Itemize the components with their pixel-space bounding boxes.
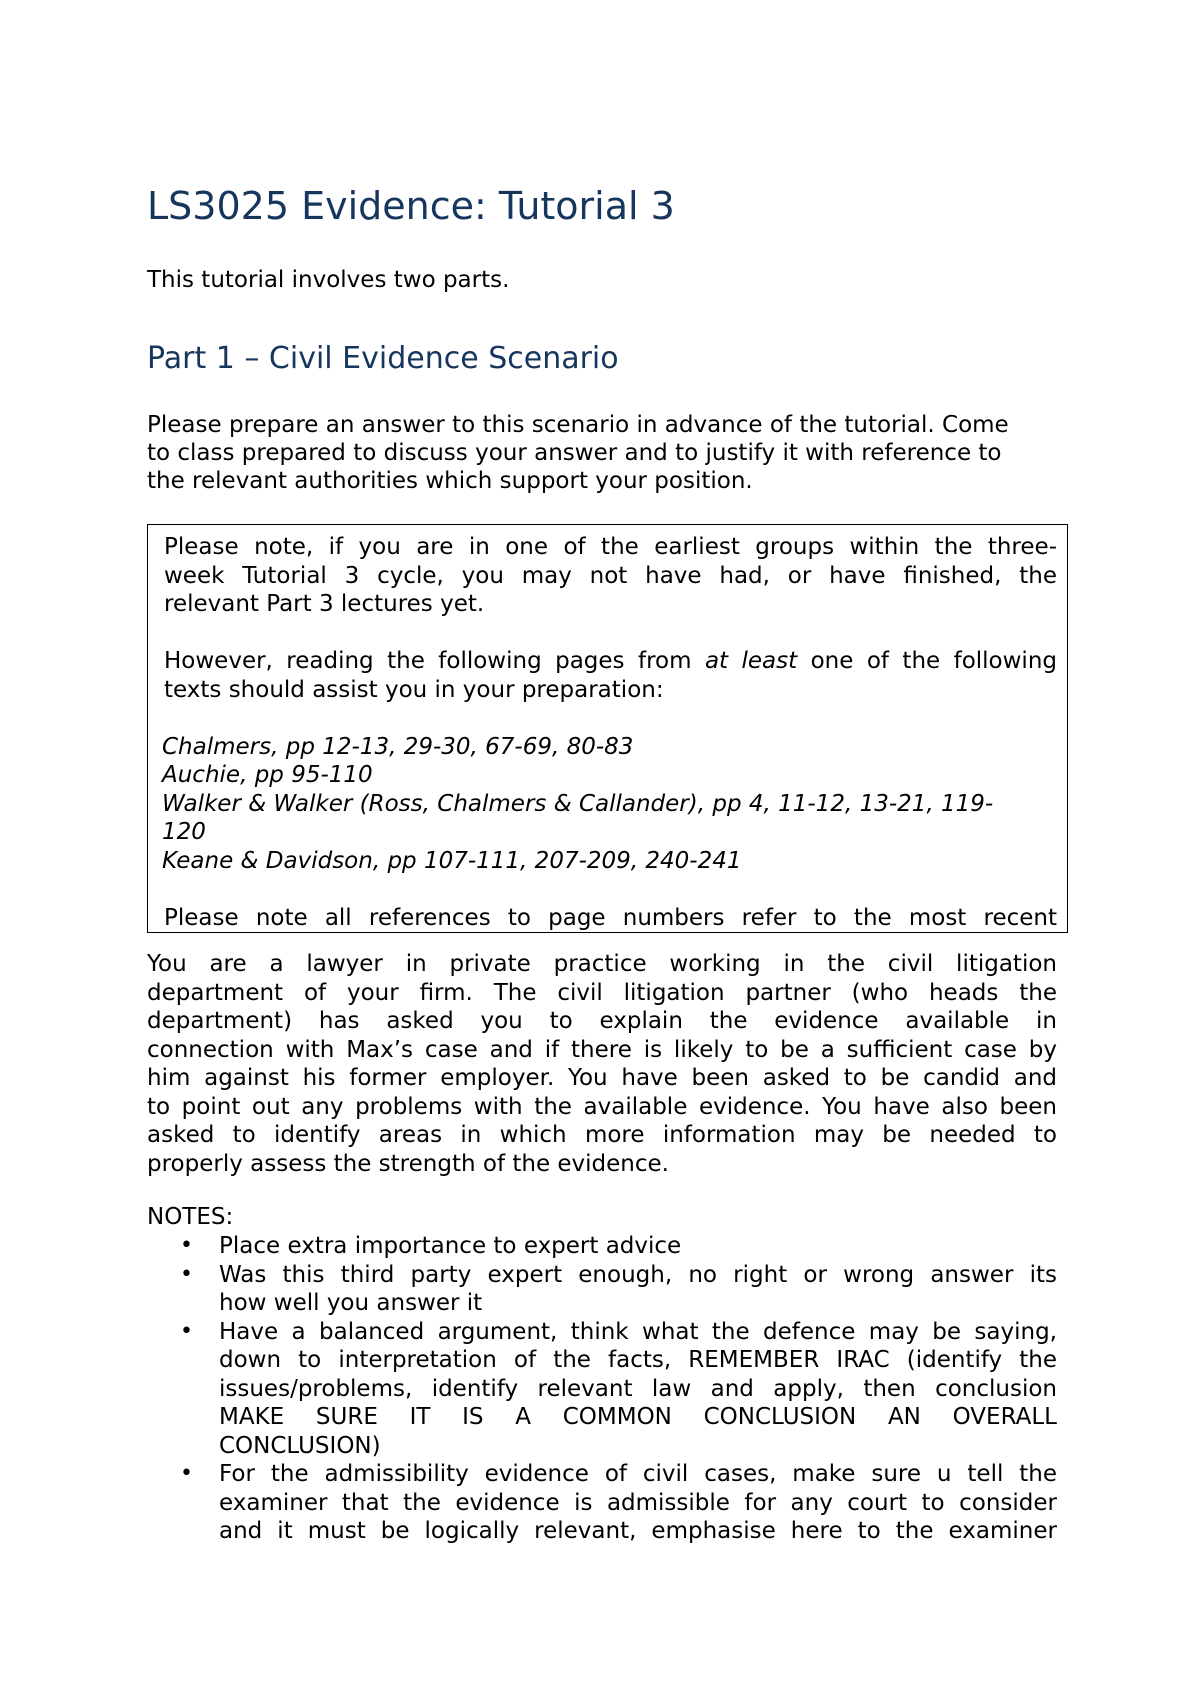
reading-note-content: [164, 533, 1057, 932]
note-line: week Tutorial 3 cycle, you may not have had, or have finished, the: [164, 562, 1057, 589]
note-line: relevant Part 3 lectures yet.: [164, 591, 485, 617]
scenario-line: asked to identify areas in which more information may be needed to: [147, 1122, 1057, 1148]
bullet-icon: •: [180, 1233, 193, 1258]
preparation-line: Please prepare an answer to this scenario in advance of the tutorial. Come: [147, 412, 1009, 438]
bullet-icon: •: [180, 1461, 193, 1486]
scenario-line: department) has asked you to explain the evidence available in: [147, 1008, 1057, 1034]
page-title: LS3025 Evidence: Tutorial 3: [147, 184, 675, 228]
reference-list: [162, 733, 1057, 876]
note-item-line: CONCLUSION): [219, 1432, 381, 1459]
note-item-line: issues/problems, identify relevant law and apply, then conclusion: [219, 1375, 1057, 1402]
note-item-line: and it must be logically relevant, emphasise here to the examiner: [219, 1518, 1057, 1544]
note-item-line: Place extra importance to expert advice: [219, 1233, 682, 1259]
bullet-icon: •: [180, 1261, 193, 1287]
notes-list: [147, 1232, 1057, 1546]
note-line: Please note, if you are in one of the earliest groups within the three-: [164, 534, 1057, 560]
intro-text: This tutorial involves two parts.: [147, 267, 510, 293]
reference-item: Auchie, pp 95-110: [162, 762, 373, 788]
note-item: [147, 1261, 1057, 1318]
scenario-line: department of your firm. The civil litigation partner (who heads the: [147, 979, 1057, 1006]
note-item-line: For the admissibility evidence of civil cases, make sure u tell the: [219, 1461, 1057, 1487]
part-1-heading: Part 1 – Civil Evidence Scenario: [147, 341, 619, 376]
note-closing-line: Please note all references to page numbers refer to the most recent: [164, 904, 1057, 931]
note-text: one of the following: [797, 648, 1058, 674]
reference-item: Chalmers, pp 12-13, 29-30, 67-69, 80-83: [162, 733, 634, 760]
scenario-line: You are a lawyer in private practice working in the civil litigation: [147, 951, 1057, 977]
note-item-line: MAKE SURE IT IS A COMMON CONCLUSION AN OVERALL: [219, 1404, 1057, 1430]
scenario-paragraph: [147, 950, 1057, 1178]
note-line: [164, 647, 1057, 676]
note-item-line: examiner that the evidence is admissible for any court to consider: [219, 1489, 1057, 1516]
note-item-line: down to interpretation of the facts, REMEMBER IRAC (identify the: [219, 1347, 1057, 1373]
scenario-line: him against his former employer. You have been asked to be candid and: [147, 1065, 1057, 1091]
scenario-line: properly assess the strength of the evidence.: [147, 1150, 669, 1177]
reference-item: Walker & Walker (Ross, Chalmers & Callander), pp 4, 11-12, 13-21, 119-: [162, 790, 994, 817]
preparation-paragraph: [147, 411, 1057, 495]
note-emphasis: at least: [704, 648, 798, 674]
note-item: [147, 1232, 1057, 1261]
reference-item: 120: [162, 819, 206, 845]
note-item: [147, 1460, 1057, 1546]
note-text: However, reading the following pages from: [164, 648, 705, 674]
bullet-icon: •: [180, 1318, 193, 1344]
reading-note-box: [147, 524, 1068, 933]
scenario-line: connection with Max’s case and if there is likely to be a sufficient case by: [147, 1036, 1057, 1063]
preparation-line: the relevant authorities which support your position.: [147, 468, 753, 494]
preparation-line: to class prepared to discuss your answer and to justify it with reference to: [147, 440, 1002, 466]
note-item-line: how well you answer it: [219, 1290, 483, 1316]
note-item-line: Have a balanced argument, think what the defence may be saying,: [219, 1318, 1057, 1345]
note-item: [147, 1318, 1057, 1461]
reference-item: Keane & Davidson, pp 107-111, 207-209, 240-241: [162, 847, 742, 874]
note-item-line: Was this third party expert enough, no right or wrong answer its: [219, 1261, 1057, 1288]
note-line: texts should assist you in your preparation:: [164, 676, 664, 703]
notes-label: NOTES:: [147, 1204, 234, 1230]
scenario-line: to point out any problems with the available evidence. You have also been: [147, 1093, 1057, 1120]
